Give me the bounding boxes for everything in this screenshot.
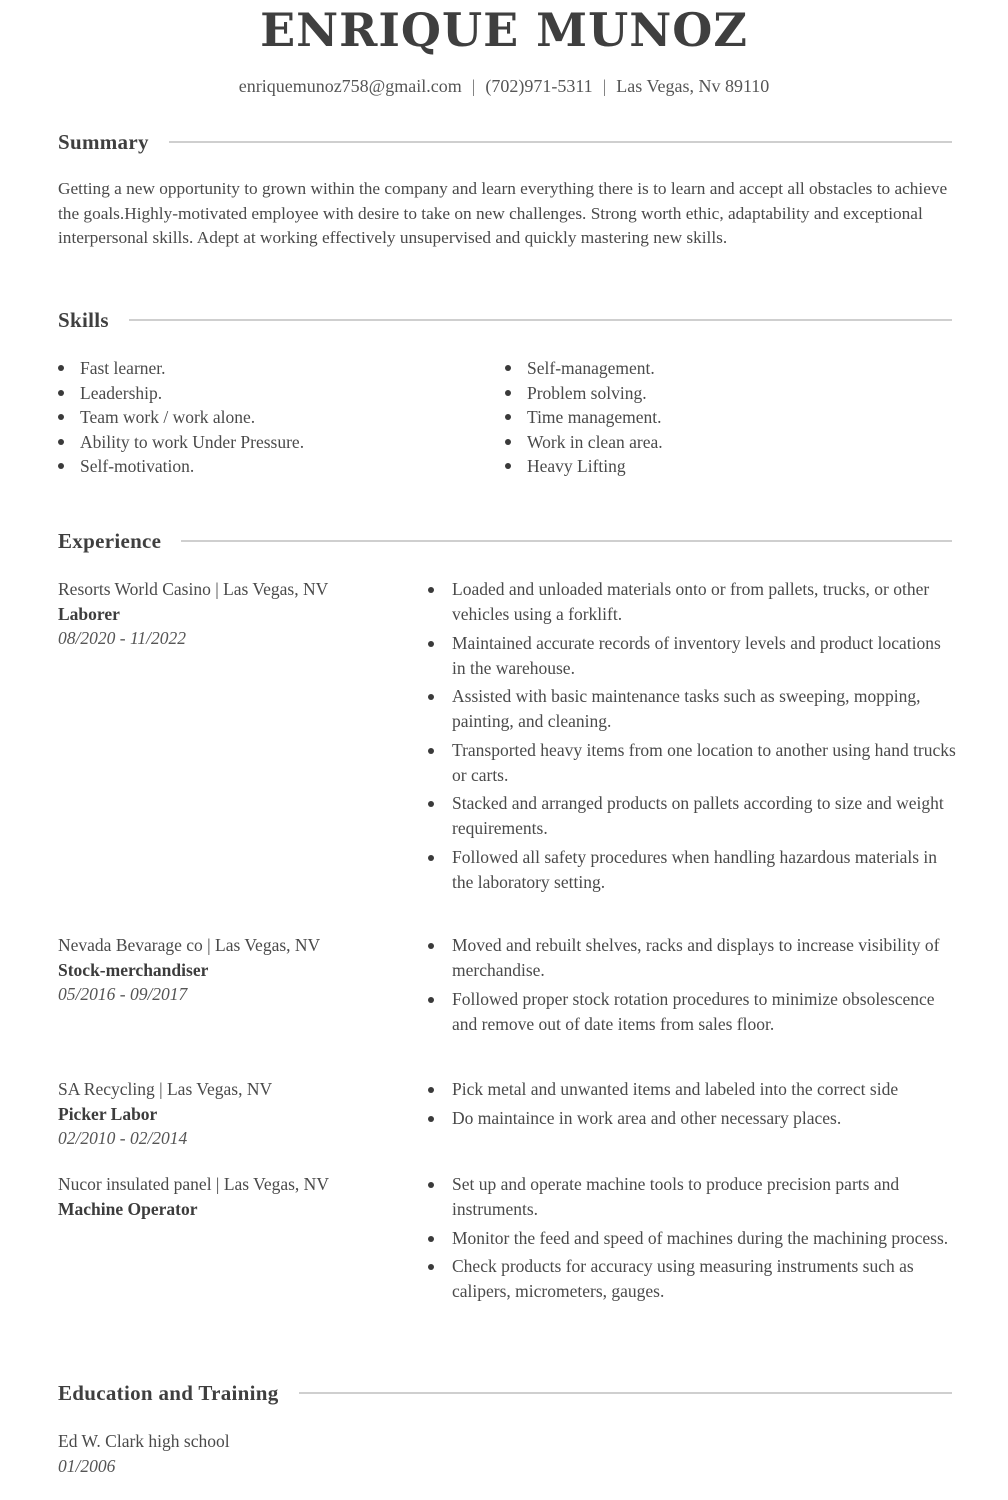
education-section-header	[58, 1378, 952, 1408]
job-dates: 08/2020 - 11/2022	[58, 628, 187, 648]
job-info	[58, 577, 398, 651]
job-info	[58, 1172, 398, 1221]
skill-item: Time management.	[505, 405, 663, 430]
job-title: Picker Labor	[58, 1103, 158, 1124]
job-duties	[426, 1077, 956, 1134]
job-title: Machine Operator	[58, 1198, 198, 1219]
contact-separator: |	[471, 76, 476, 96]
section-divider	[299, 1392, 952, 1394]
duty-item: Moved and rebuilt shelves, racks and displays to increase visibility of merchandise.	[426, 933, 956, 983]
summary-text: Getting a new opportunity to grown within the company and learn everything there is to learn and accept all obstacles to achieve the goals.Highly-motivated employee with desire to take on new challenges. Strong worth ethic, adaptability and exceptional interpersonal skills. Adept at working effectively unsupervised and quickly mastering new skills.	[58, 179, 948, 248]
skill-item: Problem solving.	[505, 381, 663, 406]
section-divider	[129, 319, 952, 321]
job-duties	[426, 577, 956, 898]
duty-item: Do maintaince in work area and other necessary places.	[426, 1106, 956, 1131]
job-company: Nucor insulated panel | Las Vegas, NV	[58, 1174, 329, 1194]
job-company: Nevada Bevarage co | Las Vegas, NV	[58, 935, 321, 955]
job-duties	[426, 933, 956, 1040]
duty-item: Assisted with basic maintenance tasks such as sweeping, mopping, painting, and cleaning.	[426, 684, 956, 734]
contact-separator: |	[602, 76, 607, 96]
skills-section-header	[58, 305, 952, 335]
section-divider	[169, 141, 952, 143]
contact-email: enriquemunoz758@gmail.com	[238, 76, 462, 96]
job-info	[58, 1077, 398, 1151]
duty-item: Stacked and arranged products on pallets according to size and weight requirements.	[426, 791, 956, 841]
skills-list-left	[58, 356, 304, 479]
skill-item: Heavy Lifting	[505, 454, 663, 479]
job-dates: 02/2010 - 02/2014	[58, 1128, 188, 1148]
candidate-name: ENRIQUE MUNOZ	[260, 3, 748, 57]
job-title: Laborer	[58, 603, 120, 624]
duty-item: Transported heavy items from one location to another using hand trucks or carts.	[426, 738, 956, 788]
experience-section-header	[58, 526, 952, 556]
contact-line	[0, 74, 1008, 98]
skill-item: Fast learner.	[58, 356, 304, 381]
duty-item: Monitor the feed and speed of machines during the machining process.	[426, 1226, 956, 1251]
job-company: Resorts World Casino | Las Vegas, NV	[58, 579, 329, 599]
education-school: Ed W. Clark high school	[58, 1431, 230, 1451]
education-heading: Education and Training	[58, 1380, 279, 1405]
duty-item: Check products for accuracy using measuring instruments such as calipers, micrometers, gauges.	[426, 1254, 956, 1304]
skill-item: Self-management.	[505, 356, 663, 381]
job-company: SA Recycling | Las Vegas, NV	[58, 1079, 273, 1099]
skill-item: Leadership.	[58, 381, 304, 406]
skill-item: Work in clean area.	[505, 430, 663, 455]
experience-heading: Experience	[58, 528, 162, 553]
contact-location: Las Vegas, Nv 89110	[616, 76, 770, 96]
skill-item: Self-motivation.	[58, 454, 304, 479]
skill-item: Ability to work Under Pressure.	[58, 430, 304, 455]
skills-list-right	[505, 356, 663, 479]
job-duties	[426, 1172, 956, 1308]
skill-item: Team work / work alone.	[58, 405, 304, 430]
summary-section-header	[58, 127, 952, 157]
duty-item: Loaded and unloaded materials onto or from pallets, trucks, or other vehicles using a forklift.	[426, 577, 956, 627]
duty-item: Maintained accurate records of inventory levels and product locations in the warehouse.	[426, 631, 956, 681]
job-dates: 05/2016 - 09/2017	[58, 984, 188, 1004]
skills-heading: Skills	[58, 307, 109, 332]
job-info	[58, 933, 398, 1007]
job-title: Stock-merchandiser	[58, 959, 209, 980]
duty-item: Pick metal and unwanted items and labeled into the correct side	[426, 1077, 956, 1102]
summary-heading: Summary	[58, 129, 149, 154]
section-divider	[181, 540, 952, 542]
duty-item: Followed proper stock rotation procedures to minimize obsolescence and remove out of date items from sales floor.	[426, 987, 956, 1037]
duty-item: Set up and operate machine tools to produce precision parts and instruments.	[426, 1172, 956, 1222]
education-entry	[58, 1429, 230, 1478]
contact-phone: (702)971-5311	[485, 76, 593, 96]
education-date: 01/2006	[58, 1455, 116, 1476]
duty-item: Followed all safety procedures when handling hazardous materials in the laboratory setting.	[426, 845, 956, 895]
